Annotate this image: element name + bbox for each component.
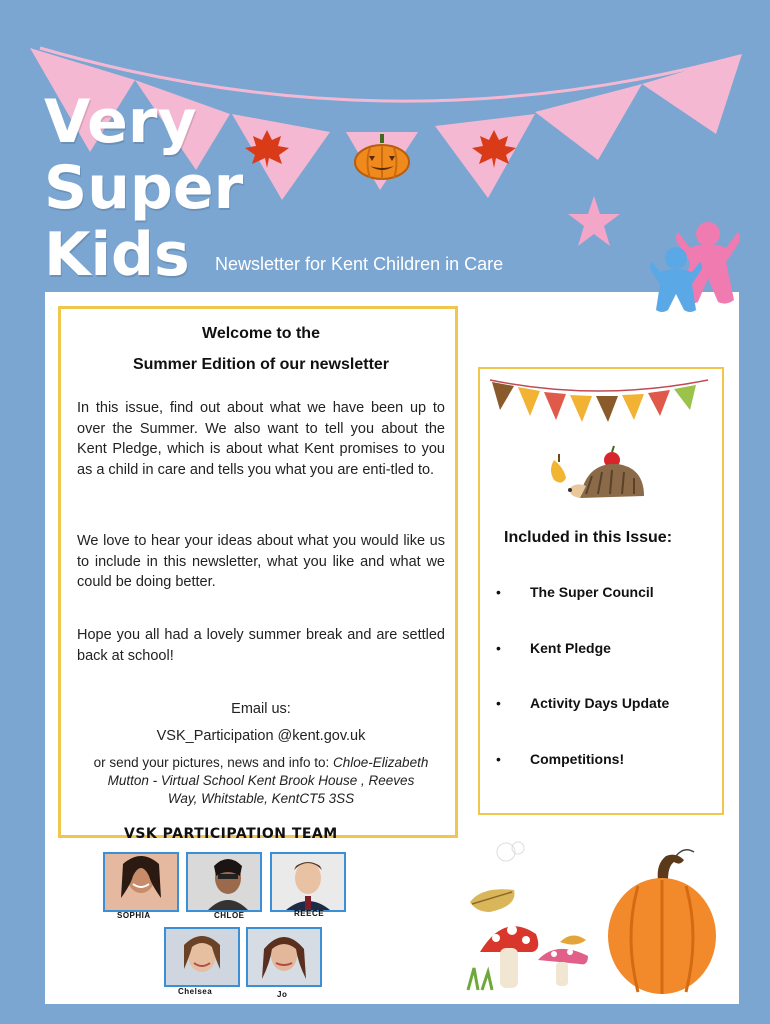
bullet-icon: • [496,584,501,600]
masthead-title-super: Super [44,153,244,223]
address-line-2: Mutton - Virtual School Kent Brook House , Reeves [107,773,415,788]
intro-paragraph: In this issue, find out about what we have been up to over the Summer. We also want to tell you about the Kent Pledge, which is about what Kent promises to you as a child in care and tells you what you are enti-tled to. [77,400,445,478]
email-address[interactable]: VSK_Participation @kent.gov.uk [156,728,366,744]
team-member-name: SOPHIA [117,911,151,920]
team-photo-sophia [103,852,179,912]
team-photo-chelsea [164,927,240,987]
maple-leaf-icon [243,128,291,168]
issue-item-label: Activity Days Update [530,695,670,711]
kids-figures-icon [642,218,742,318]
issue-item-2[interactable] [496,640,611,656]
team-photo-chloe [186,852,262,912]
welcome-box [58,306,458,838]
maple-leaf-icon [470,128,518,168]
issue-title: Included in this Issue: [504,529,673,546]
team-member-name: Jo [277,990,288,999]
summer-paragraph: Hope you all had a lovely summer break and are settled back at school! [77,627,445,664]
bunting-icon [484,372,714,428]
issue-item-label: Competitions! [530,751,625,767]
welcome-heading: Welcome to the [202,325,320,342]
issue-item-label: Kent Pledge [530,640,611,656]
issue-item-label: The Super Council [530,584,654,600]
bullet-icon: • [496,695,501,711]
team-member-name: CHLOE [214,911,245,920]
issue-item-1[interactable] [496,584,654,600]
team-heading: VSK PARTICIPATION TEAM [124,826,338,842]
address-line-3: Way, Whitstable, KentCT5 3SS [167,791,355,806]
hedgehog-icon [540,440,650,508]
bullet-icon: • [496,751,501,767]
masthead-title-very: Very [44,87,197,157]
bullet-icon: • [496,640,501,656]
team-member-name: Chelsea [178,987,213,996]
pumpkin-icon [604,846,720,996]
welcome-subheading: Summer Edition of our newsletter [132,356,390,373]
postal-address [73,754,449,808]
team-member-name: REECE [294,909,325,918]
ideas-paragraph: We love to hear your ideas about what you would like us to include in this newsletter, what you like and what we could be doing better. [77,533,445,590]
send-prefix: or send your pictures, news and info to: [93,755,334,770]
mushroom-icon [460,840,600,1000]
team-photo-reece [270,852,346,912]
team-photo-jo [246,927,322,987]
star-icon [568,196,620,246]
masthead-title-kids: Kids [44,220,190,290]
email-label: Email us: [231,701,291,717]
issue-item-4[interactable] [496,751,624,767]
address-line-1: Chloe-Elizabeth [333,755,429,770]
issue-item-3[interactable] [496,695,669,711]
pumpkin-icon [353,134,411,180]
masthead-subtitle: Newsletter for Kent Children in Care [215,254,504,274]
